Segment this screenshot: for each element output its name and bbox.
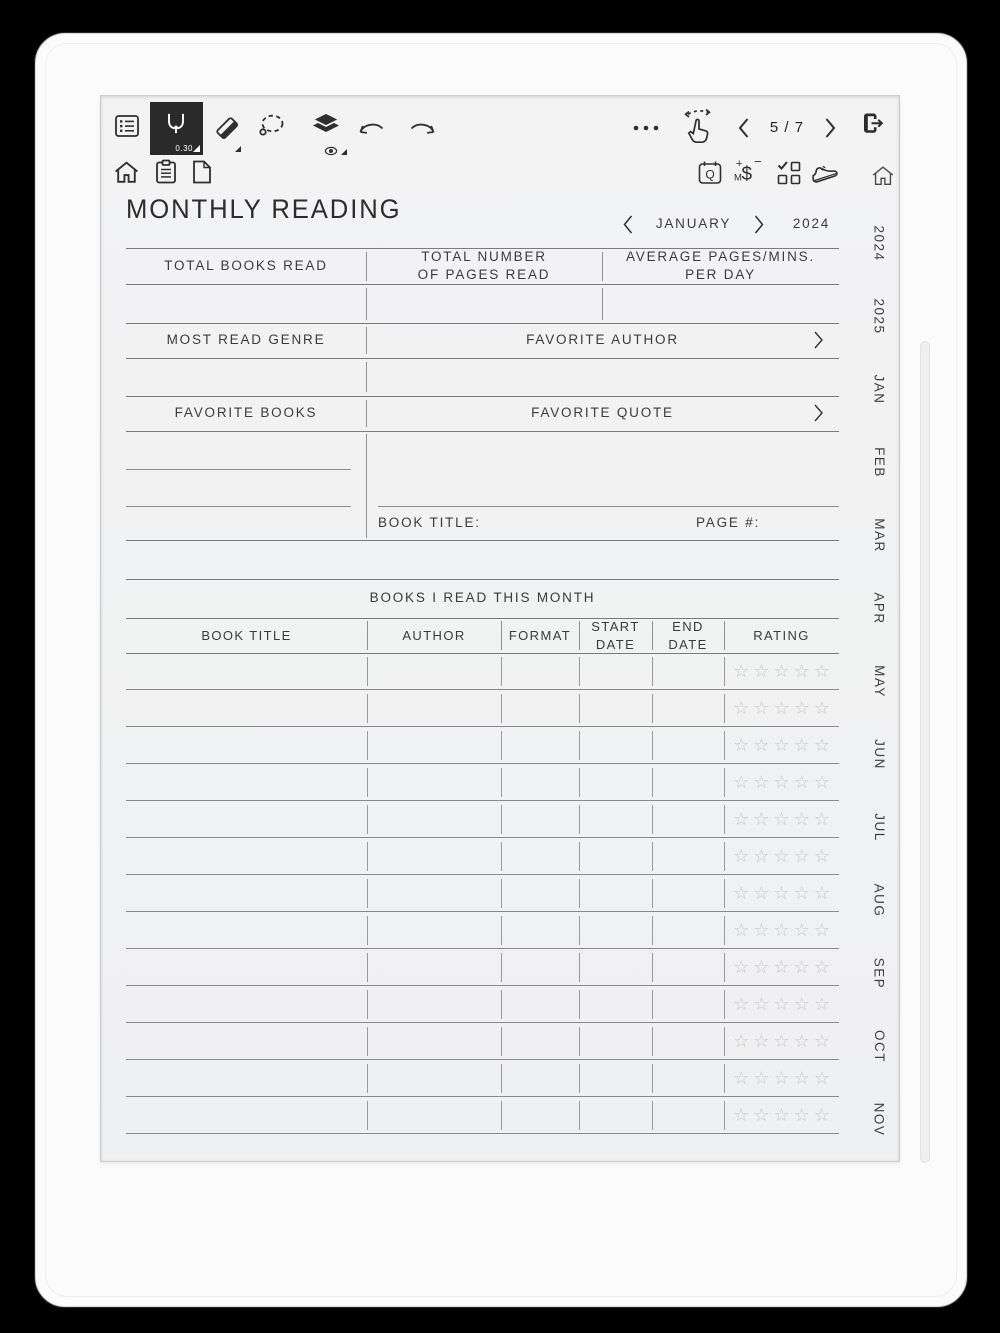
column-divider <box>579 805 580 834</box>
column-divider <box>652 916 653 945</box>
divider-line <box>126 358 839 359</box>
svg-text:$: $ <box>741 164 753 185</box>
sidebar-tab-2025[interactable] <box>859 276 899 356</box>
sidebar-tab-label: MAY <box>871 664 887 698</box>
quote-page-number-label: PAGE #: <box>696 515 761 530</box>
sidebar-tab-label: JUN <box>871 738 887 770</box>
sidebar-tab-label: AUG <box>871 883 887 917</box>
column-divider <box>652 657 653 686</box>
undo-button[interactable] <box>357 116 387 140</box>
writing-line[interactable] <box>126 506 351 507</box>
column-divider <box>579 879 580 908</box>
column-divider <box>367 1064 368 1093</box>
sidebar-tab-label: APR <box>871 591 887 625</box>
column-divider <box>366 400 367 427</box>
column-divider <box>501 1027 502 1056</box>
column-divider <box>501 731 502 760</box>
habit-tracker-button[interactable] <box>775 159 803 187</box>
favorite-author-link[interactable] <box>813 330 824 355</box>
column-divider <box>579 657 580 686</box>
column-divider <box>366 327 367 354</box>
table-column-header: FORMAT <box>508 627 572 643</box>
column-divider <box>501 916 502 945</box>
pen-size-label: 0.30 <box>175 144 193 153</box>
column-divider <box>652 768 653 797</box>
star-rating[interactable]: ☆☆☆☆☆ <box>733 1067 834 1089</box>
lasso-select-button[interactable] <box>256 111 288 143</box>
quote-book-title-label: BOOK TITLE: <box>378 515 481 530</box>
screen <box>100 95 900 1162</box>
sidebar-tab-label: MAR <box>871 517 887 553</box>
column-divider <box>501 1064 502 1093</box>
list-menu-icon <box>113 112 141 140</box>
layers-icon <box>307 110 345 140</box>
sidebar-tab-apr[interactable] <box>859 568 899 648</box>
column-divider <box>367 657 368 686</box>
pan-gesture-button[interactable] <box>681 108 719 148</box>
eraser-options-corner <box>235 146 241 152</box>
next-page-button[interactable] <box>824 116 837 145</box>
eraser-icon <box>212 113 242 143</box>
chevron-right-icon <box>824 116 837 140</box>
star-rating[interactable]: ☆☆☆☆☆ <box>733 882 834 904</box>
star-rating[interactable]: ☆☆☆☆☆ <box>733 660 834 682</box>
sidebar-tab-sep[interactable] <box>859 933 899 1013</box>
writing-line[interactable] <box>126 469 351 470</box>
table-title: BOOKS I READ THIS MONTH <box>369 590 596 606</box>
column-divider <box>652 1027 653 1056</box>
column-divider <box>367 916 368 945</box>
star-rating[interactable]: ☆☆☆☆☆ <box>733 993 834 1015</box>
blank-page-button[interactable] <box>189 158 215 186</box>
chevron-right-icon <box>813 330 824 350</box>
menu-button[interactable] <box>113 112 141 140</box>
sidebar-tab-jun[interactable] <box>859 714 899 794</box>
column-divider <box>579 768 580 797</box>
column-divider <box>501 990 502 1019</box>
touch-pan-icon <box>681 108 719 148</box>
quarter-calendar-icon <box>696 159 724 187</box>
favorite-author-label: FAVORITE AUTHOR <box>526 332 679 348</box>
stat-total-books-label: TOTAL BOOKS READ <box>164 257 328 273</box>
table-column-header: START DATE <box>591 618 640 652</box>
reading-log-row[interactable] <box>126 727 839 764</box>
column-divider <box>724 621 725 650</box>
chevron-right-icon <box>753 214 765 235</box>
column-divider <box>501 1101 502 1130</box>
home-button[interactable] <box>112 158 141 187</box>
reading-log-row[interactable] <box>126 949 839 986</box>
column-divider <box>579 731 580 760</box>
ellipsis-icon <box>632 123 662 133</box>
column-divider <box>652 842 653 871</box>
column-divider <box>501 657 502 686</box>
more-options-button[interactable] <box>632 123 662 133</box>
column-divider <box>501 621 502 650</box>
column-divider <box>579 1027 580 1056</box>
favorite-quote-label: FAVORITE QUOTE <box>531 405 674 421</box>
column-divider <box>579 916 580 945</box>
reading-log-row[interactable] <box>126 801 839 838</box>
eraser-button[interactable] <box>212 113 242 143</box>
column-divider <box>367 1027 368 1056</box>
month-label: JANUARY <box>655 216 732 232</box>
column-divider <box>652 879 653 908</box>
page-title: MONTHLY READING <box>126 194 402 224</box>
column-divider <box>367 694 368 723</box>
sidebar-tab-label: 2025 <box>871 297 887 335</box>
sidebar-tab-aug[interactable] <box>859 860 899 940</box>
column-divider <box>366 434 367 538</box>
sidebar-tab-label: 2024 <box>871 224 887 262</box>
sidebar-tab-feb[interactable] <box>859 422 899 502</box>
star-rating[interactable]: ☆☆☆☆☆ <box>733 697 834 719</box>
undo-icon <box>357 116 387 140</box>
favorite-quote-link[interactable] <box>813 403 824 428</box>
redo-button[interactable] <box>407 116 437 140</box>
column-divider <box>367 1101 368 1130</box>
column-divider <box>501 879 502 908</box>
star-rating[interactable]: ☆☆☆☆☆ <box>733 771 834 793</box>
sidebar-tab-2024[interactable] <box>859 203 899 283</box>
star-rating[interactable]: ☆☆☆☆☆ <box>733 956 834 978</box>
column-divider <box>367 731 368 760</box>
svg-text:+: + <box>736 158 743 170</box>
sidebar-tab-may[interactable] <box>859 641 899 721</box>
next-month-button[interactable] <box>753 214 765 240</box>
sidebar-tab-label: JAN <box>871 373 887 405</box>
index-button[interactable] <box>152 158 180 186</box>
bezel-scroll-groove[interactable] <box>920 341 930 1163</box>
favorite-books-label: FAVORITE BOOKS <box>174 405 318 421</box>
reading-log-row[interactable] <box>126 690 839 727</box>
column-divider <box>367 953 368 982</box>
column-divider <box>501 694 502 723</box>
year-label: 2024 <box>792 216 831 232</box>
table-column-header: AUTHOR <box>402 627 466 643</box>
sidebar-tab-oct[interactable] <box>859 1006 899 1086</box>
column-divider <box>652 1101 653 1130</box>
home-icon <box>112 158 141 187</box>
reading-log-row[interactable] <box>126 838 839 875</box>
star-rating[interactable]: ☆☆☆☆☆ <box>733 1030 834 1052</box>
sidebar-tab-label: OCT <box>871 1029 887 1063</box>
quarterly-calendar-button[interactable] <box>696 159 724 187</box>
star-rating[interactable]: ☆☆☆☆☆ <box>733 845 834 867</box>
stat-total-pages-label: TOTAL NUMBER OF PAGES READ <box>417 248 551 282</box>
budget-button[interactable] <box>732 156 763 187</box>
column-divider <box>652 805 653 834</box>
most-read-genre-label: MOST READ GENRE <box>166 332 326 348</box>
column-divider <box>652 990 653 1019</box>
chevron-left-icon <box>737 116 750 140</box>
column-divider <box>501 842 502 871</box>
reading-log-row[interactable] <box>126 912 839 949</box>
star-rating[interactable]: ☆☆☆☆☆ <box>733 808 834 830</box>
table-column-header: RATING <box>753 627 810 643</box>
pen-tool-button[interactable] <box>150 102 203 155</box>
chevron-left-icon <box>622 214 634 235</box>
previous-page-button[interactable] <box>737 116 750 145</box>
stat-average-pages-label: AVERAGE PAGES/MINS. PER DAY <box>626 248 815 282</box>
page-icon <box>189 158 215 186</box>
reading-log-row[interactable] <box>126 653 839 690</box>
column-divider <box>367 805 368 834</box>
shoe-icon <box>807 157 840 188</box>
column-divider <box>501 805 502 834</box>
svg-text:−: − <box>754 156 762 169</box>
divider-line <box>126 431 839 432</box>
sidebar-tab-mar[interactable] <box>859 495 899 575</box>
column-divider <box>652 953 653 982</box>
sidebar-tab-nov[interactable] <box>859 1079 899 1159</box>
star-rating[interactable]: ☆☆☆☆☆ <box>733 1104 834 1126</box>
column-divider <box>367 879 368 908</box>
fitness-button[interactable] <box>807 157 840 188</box>
column-divider <box>602 288 603 320</box>
column-divider <box>652 1064 653 1093</box>
sidebar-tab-jan[interactable] <box>859 349 899 429</box>
column-divider <box>652 621 653 650</box>
page-indicator: 5 / 7 <box>769 119 805 136</box>
previous-month-button[interactable] <box>622 214 634 240</box>
column-divider <box>652 694 653 723</box>
sidebar-tab-label: SEP <box>871 957 887 989</box>
reading-log-row[interactable] <box>126 764 839 801</box>
reading-log-row[interactable] <box>126 875 839 912</box>
reading-log-row[interactable] <box>126 1060 839 1097</box>
reading-log-row[interactable] <box>126 1023 839 1060</box>
svg-text:Q: Q <box>705 167 715 182</box>
svg-text:M: M <box>734 172 742 184</box>
layer-visibility-eye-icon <box>324 146 338 156</box>
sidebar-tab-jul[interactable] <box>859 787 899 867</box>
sidebar-tab-label: NOV <box>871 1102 887 1136</box>
pen-options-corner <box>193 145 200 152</box>
column-divider <box>366 288 367 320</box>
sidebar-tab-home[interactable] <box>870 163 896 189</box>
table-column-header: BOOK TITLE <box>201 627 292 643</box>
chevron-right-icon <box>813 403 824 423</box>
star-rating[interactable]: ☆☆☆☆☆ <box>733 734 834 756</box>
column-divider <box>579 953 580 982</box>
column-divider <box>652 731 653 760</box>
column-divider <box>579 1101 580 1130</box>
layers-options-corner <box>341 149 347 155</box>
column-divider <box>366 252 367 281</box>
pen-icon <box>161 109 191 139</box>
sidebar-tab-label: JUL <box>871 812 887 842</box>
lasso-icon <box>256 111 288 143</box>
divider-line <box>126 540 839 541</box>
column-divider <box>602 252 603 281</box>
layers-button[interactable] <box>307 110 345 140</box>
reading-log-row[interactable] <box>126 1097 839 1134</box>
writing-line[interactable] <box>378 506 839 507</box>
money-icon <box>732 156 763 187</box>
exit-button[interactable] <box>857 109 887 139</box>
column-divider <box>579 621 580 650</box>
checklist-grid-icon <box>775 159 803 187</box>
column-divider <box>501 768 502 797</box>
column-divider <box>579 1064 580 1093</box>
clipboard-icon <box>152 158 180 186</box>
star-rating[interactable]: ☆☆☆☆☆ <box>733 919 834 941</box>
column-divider <box>367 621 368 650</box>
column-divider <box>367 990 368 1019</box>
table-column-header: END DATE <box>668 618 708 652</box>
column-divider <box>501 953 502 982</box>
sidebar-tab-label: FEB <box>871 446 887 478</box>
column-divider <box>366 362 367 392</box>
exit-door-icon <box>857 109 887 139</box>
column-divider <box>367 842 368 871</box>
redo-icon <box>407 116 437 140</box>
reading-log-row[interactable] <box>126 986 839 1023</box>
column-divider <box>367 768 368 797</box>
column-divider <box>579 842 580 871</box>
column-divider <box>579 990 580 1019</box>
column-divider <box>579 694 580 723</box>
sidebar-home-icon <box>870 163 896 189</box>
ereader-device <box>35 33 967 1307</box>
